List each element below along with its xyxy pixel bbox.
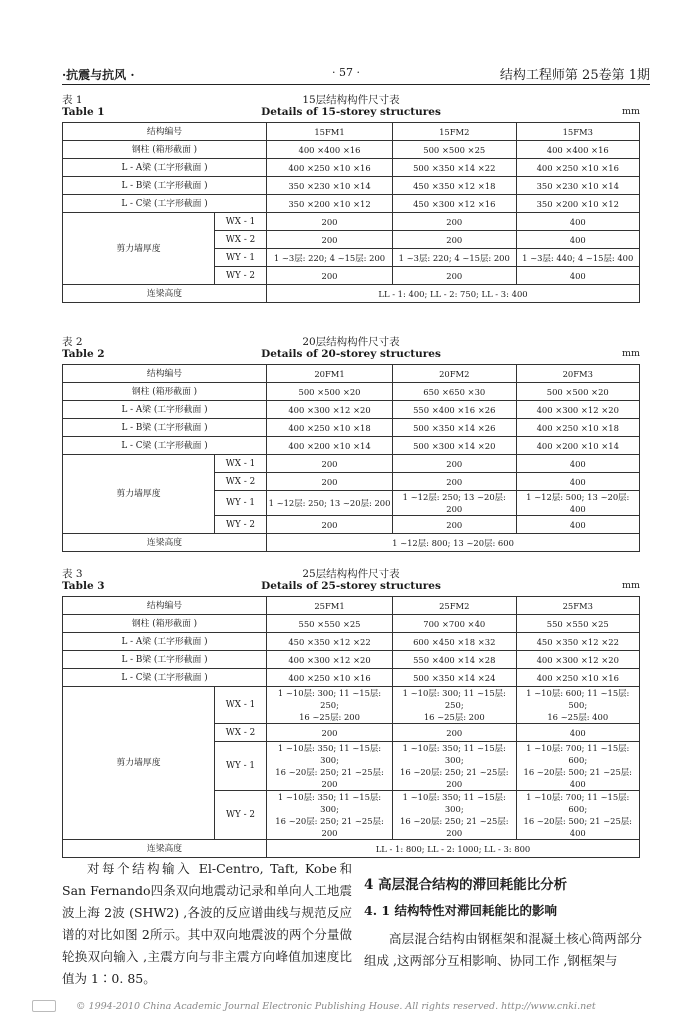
table-row: WY - 2 1 ~10层: 350; 11 ~15层: 300; 16 ~20层: 250; 21 ~25层: 200 1 ~10层: 350; 11 ~15层: 300; 16 ~20层: 250; 21 ~25层: 200 1 ~10层: 700; 11 ~15层: 600; 16 ~20层: 500; 21 ~25层: 400 <box>63 791 640 840</box>
table-2-en-title: Details of 20-storey structures <box>261 348 441 360</box>
table-row: L - C梁 (工字形截面 ) 400 ×250 ×10 ×16 500 ×350 ×14 ×24 400 ×250 ×10 ×16 <box>63 669 640 687</box>
table-1-caption-en <box>62 106 640 120</box>
body-paragraph: 高层混合结构由钢框架和混凝土核心筒两部分组成 ,这两部分互相影响、协同工作 ,钢框架与 <box>364 931 642 968</box>
table-row: 钢柱 (箱形截面 ) 500 ×500 ×20 650 ×650 ×30 500 ×500 ×20 <box>63 383 640 401</box>
table-1-en-label: Table 1 <box>62 106 105 118</box>
table-3-label: 表 3 <box>62 568 83 580</box>
table-row: 剪力墙厚度 WX - 1 1 ~10层: 300; 11 ~15层: 250; 16 ~25层: 200 1 ~10层: 300; 11 ~15层: 250; 16 ~25层: 200 1 ~10层: 600; 11 ~15层: 500; 16 ~25层: 400 <box>63 687 640 724</box>
page-footer <box>62 1000 650 1016</box>
table-3-caption-en <box>62 580 640 594</box>
table-2-title: 20层结构构件尺寸表 <box>302 336 400 348</box>
table-1-unit: mm <box>621 106 640 117</box>
table-2-label: 表 2 <box>62 336 83 348</box>
table-3-title: 25层结构构件尺寸表 <box>302 568 400 580</box>
subsection-heading: 4. 1 结构特性对滞回耗能比的影响 <box>364 903 557 918</box>
table-row: 连梁高度 LL - 1: 400; LL - 2: 750; LL - 3: 400 <box>63 285 640 303</box>
table-row: L - B梁 (工字形截面 ) 400 ×300 ×12 ×20 550 ×400 ×14 ×28 400 ×300 ×12 ×20 <box>63 651 640 669</box>
table-row: 剪力墙厚度 WX - 1 200 200 400 <box>63 455 640 473</box>
table-1 <box>62 122 640 303</box>
table-row: 钢柱 (箱形截面 ) 550 ×550 ×25 700 ×700 ×40 550 ×550 ×25 <box>63 615 640 633</box>
table-2-caption-cn <box>62 334 640 348</box>
table-1-block <box>62 92 640 303</box>
table-3-unit: mm <box>621 580 640 591</box>
table-row: L - A梁 (工字形截面 ) 400 ×250 ×10 ×16 500 ×350 ×14 ×22 400 ×250 ×10 ×16 <box>63 159 640 177</box>
table-row: 结构编号 15FM1 15FM2 15FM3 <box>63 123 640 141</box>
page-header <box>62 62 650 84</box>
table-1-label: 表 1 <box>62 94 83 106</box>
table-2-unit: mm <box>621 348 640 359</box>
table-1-caption-cn <box>62 92 640 106</box>
table-row: 结构编号 25FM1 25FM2 25FM3 <box>63 597 640 615</box>
section-heading: 4 高层混合结构的滞回耗能比分析 <box>364 877 568 893</box>
table-row: L - B梁 (工字形截面 ) 350 ×230 ×10 ×14 450 ×350 ×12 ×18 350 ×230 ×10 ×14 <box>63 177 640 195</box>
body-left-column <box>62 858 352 990</box>
body-right-column <box>364 874 642 972</box>
table-row: WY - 2 200 200 400 <box>63 516 640 534</box>
table-2 <box>62 364 640 552</box>
table-row: WY - 1 1 ~3层: 220; 4 ~15层: 200 1 ~3层: 220; 4 ~15层: 200 1 ~3层: 440; 4 ~15层: 400 <box>63 249 640 267</box>
table-1-en-title: Details of 15-storey structures <box>261 106 441 118</box>
table-row: WX - 2 200 200 400 <box>63 473 640 491</box>
publisher-logo-icon <box>32 1000 56 1012</box>
table-row: L - C梁 (工字形截面 ) 350 ×200 ×10 ×12 450 ×300 ×12 ×16 350 ×200 ×10 ×12 <box>63 195 640 213</box>
table-row: 钢柱 (箱形截面 ) 400 ×400 ×16 500 ×500 ×25 400 ×400 ×16 <box>63 141 640 159</box>
table-3-block <box>62 566 640 858</box>
table-row: 剪力墙厚度 WX - 1 200 200 400 <box>63 213 640 231</box>
header-page-number: · 57 · <box>332 66 360 79</box>
header-journal-issue: 结构工程师第 25卷第 1期 <box>499 68 650 83</box>
table-row: WX - 2 200 200 400 <box>63 724 640 742</box>
table-3-en-title: Details of 25-storey structures <box>261 580 441 592</box>
table-row: 连梁高度 1 ~12层: 800; 13 ~20层: 600 <box>63 534 640 552</box>
table-row: WY - 2 200 200 400 <box>63 267 640 285</box>
table-row: WX - 2 200 200 400 <box>63 231 640 249</box>
table-3 <box>62 596 640 858</box>
table-2-en-label: Table 2 <box>62 348 105 360</box>
header-section-name: ·抗震与抗风 · <box>62 68 135 82</box>
table-row: L - A梁 (工字形截面 ) 400 ×300 ×12 ×20 550 ×400 ×16 ×26 400 ×300 ×12 ×20 <box>63 401 640 419</box>
table-1-title: 15层结构构件尺寸表 <box>302 94 400 106</box>
table-row: 结构编号 20FM1 20FM2 20FM3 <box>63 365 640 383</box>
table-2-caption-en <box>62 348 640 362</box>
table-row: L - A梁 (工字形截面 ) 450 ×350 ×12 ×22 600 ×450 ×18 ×32 450 ×350 ×12 ×22 <box>63 633 640 651</box>
table-3-en-label: Table 3 <box>62 580 105 592</box>
copyright-text: © 1994-2010 China Academic Journal Electronic Publishing House. All rights reserved. http://www.cnki.net <box>76 1001 596 1012</box>
table-row: WY - 1 1 ~12层: 250; 13 ~20层: 200 1 ~12层: 250; 13 ~20层: 200 1 ~12层: 500; 13 ~20层: 400 <box>63 491 640 516</box>
table-row: 连梁高度 LL - 1: 800; LL - 2: 1000; LL - 3: 800 <box>63 840 640 858</box>
table-row: WY - 1 1 ~10层: 350; 11 ~15层: 300; 16 ~20层: 250; 21 ~25层: 200 1 ~10层: 350; 11 ~15层: 300; 16 ~20层: 250; 21 ~25层: 200 1 ~10层: 700; 11 ~15层: 600; 16 ~20层: 500; 21 ~25层: 400 <box>63 742 640 791</box>
body-paragraph: 对每个结构输入 El-Centro, Taft, Kobe和 San Fernando四条双向地震动记录和单向人工地震波上海 2波 (SHW2) ,各波的反应谱曲线与规范反应谱的对比如图 2所示。其中双向地震波的两个分量做轮换双向输入 ,主震方向与非主震方向峰值加速度比值为 1∶0. 85。 <box>62 861 352 986</box>
table-row: L - B梁 (工字形截面 ) 400 ×250 ×10 ×18 500 ×350 ×14 ×26 400 ×250 ×10 ×18 <box>63 419 640 437</box>
table-row: L - C梁 (工字形截面 ) 400 ×200 ×10 ×14 500 ×300 ×14 ×20 400 ×200 ×10 ×14 <box>63 437 640 455</box>
header-rule <box>62 84 650 85</box>
table-3-caption-cn <box>62 566 640 580</box>
table-2-block <box>62 334 640 552</box>
